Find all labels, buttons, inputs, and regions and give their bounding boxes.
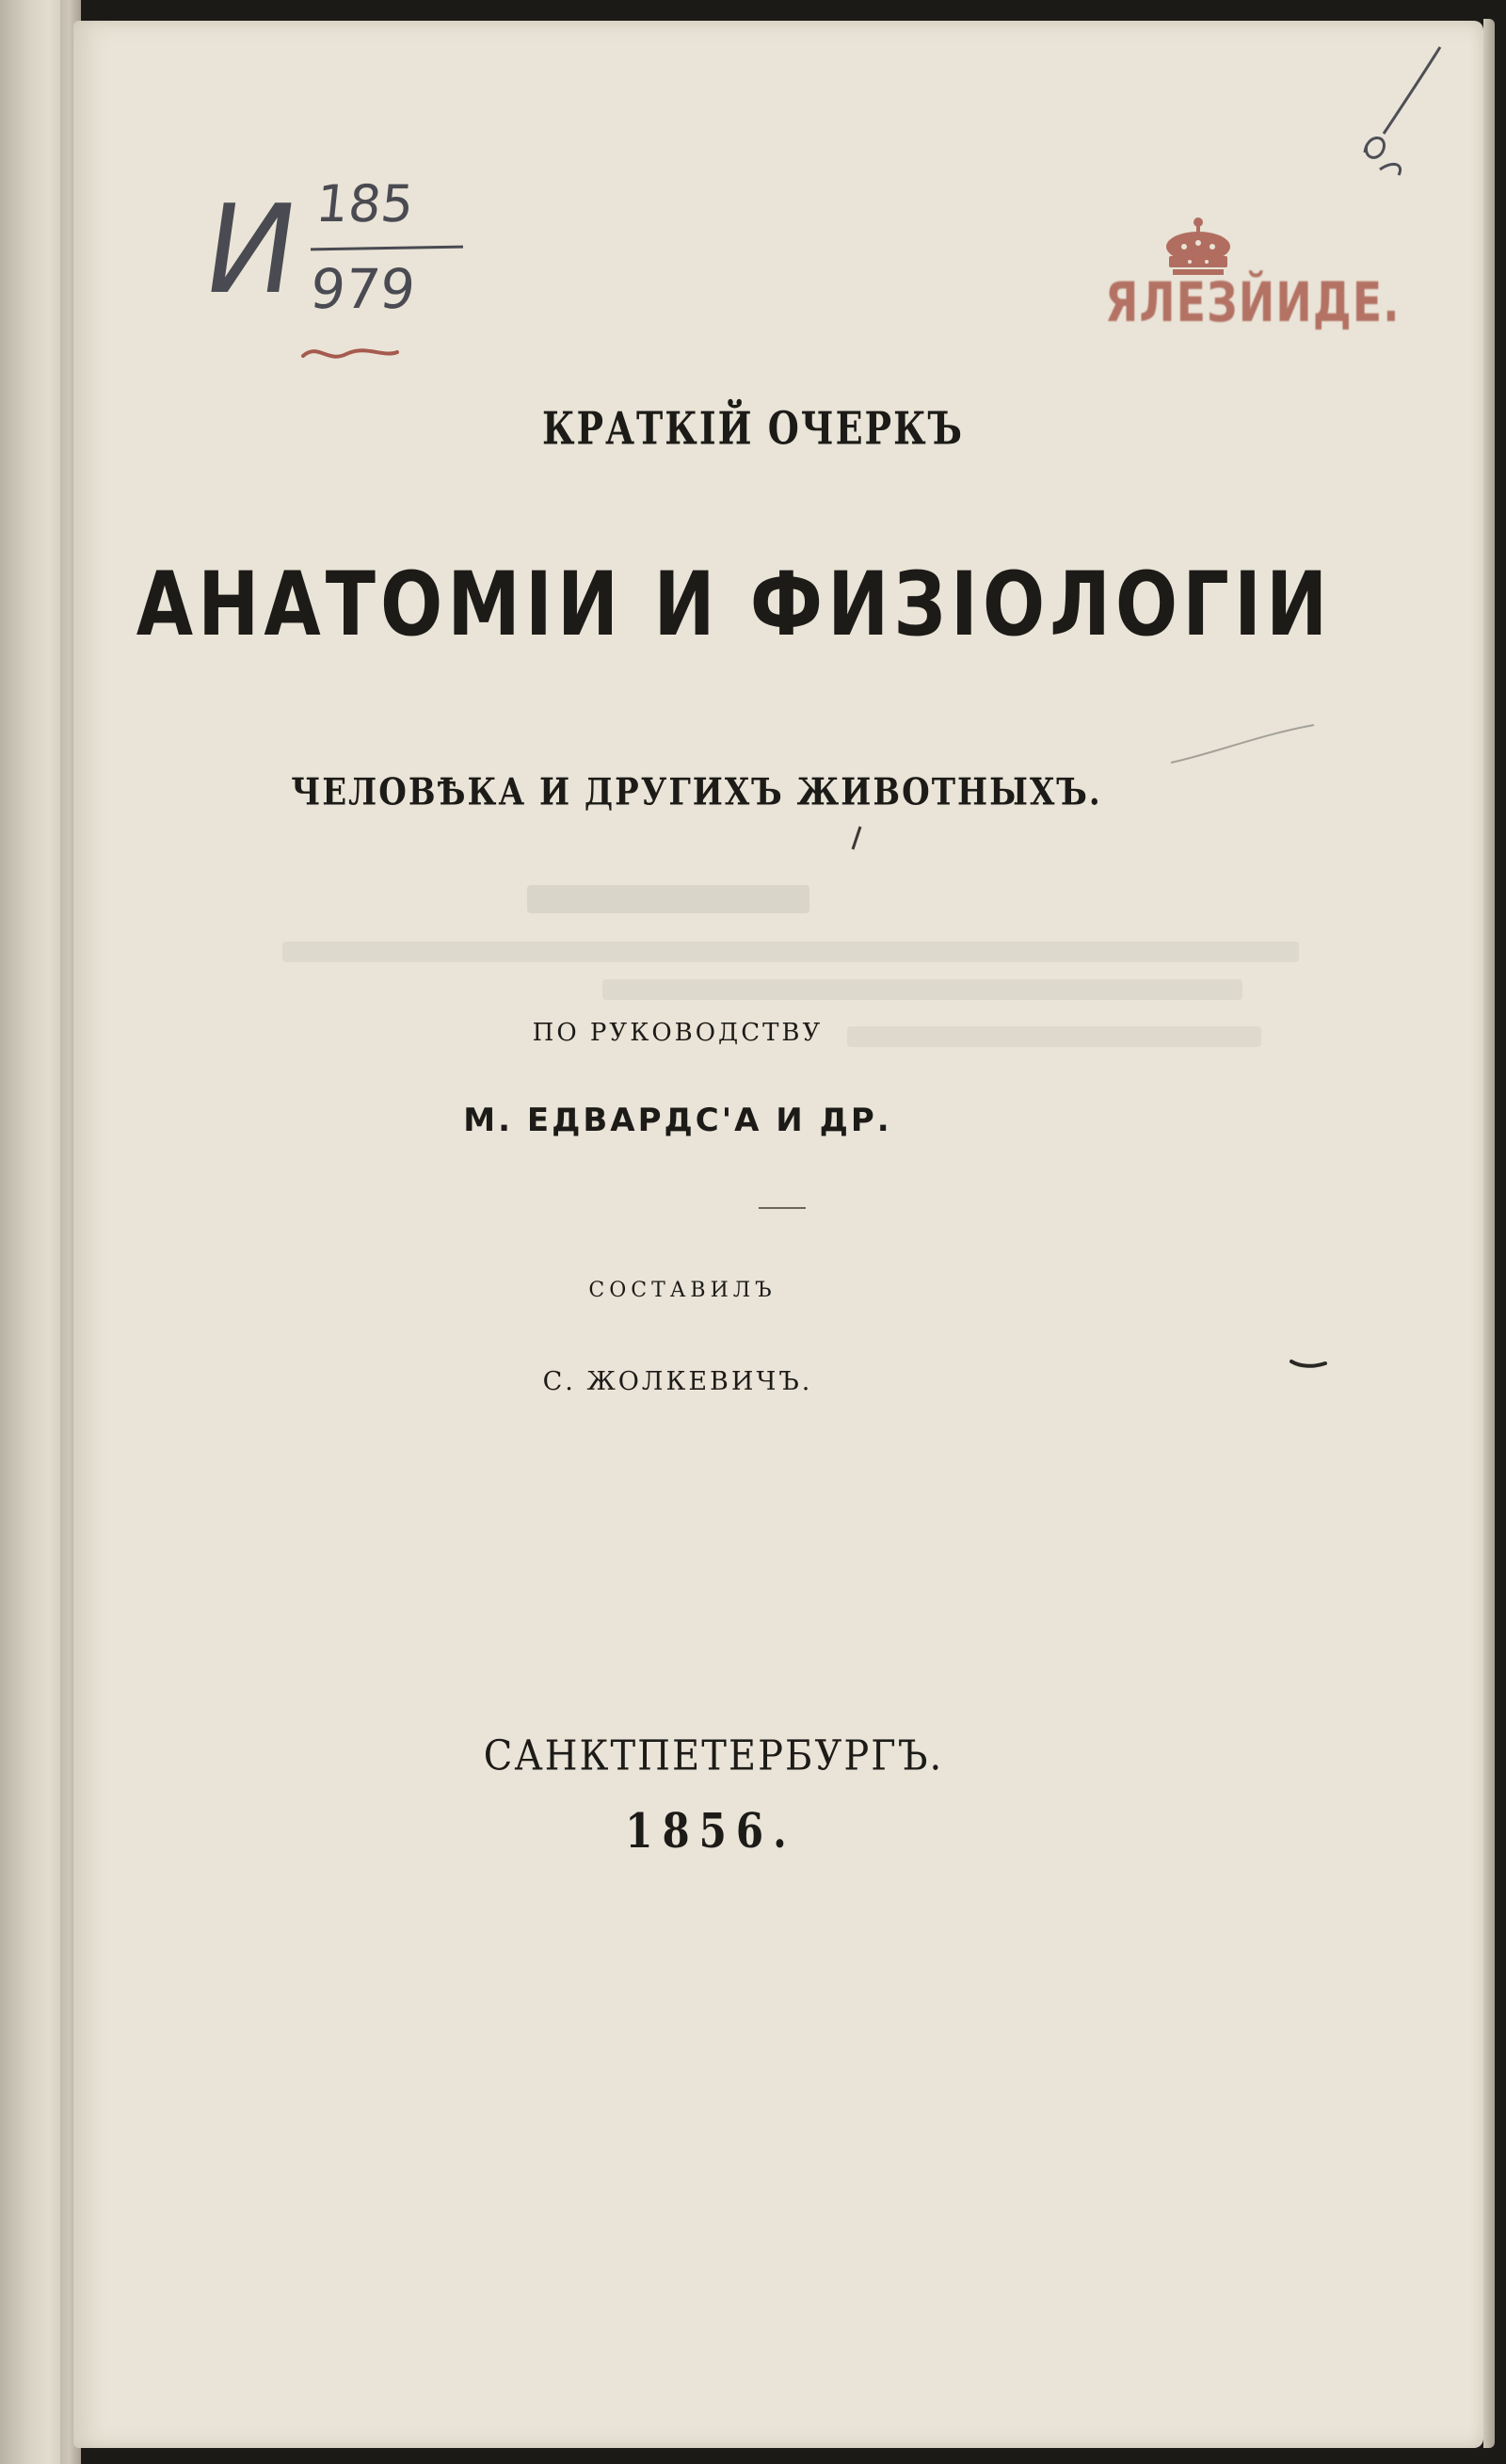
library-stamp [1099, 215, 1401, 365]
stamp-text: ЯЛЕЗЙИДЕ. [1105, 270, 1401, 334]
compiled-label: СОСТАВИЛЪ [588, 1279, 777, 1302]
subtitle: КРАТКІЙ ОЧЕРКЪ [541, 401, 965, 455]
guidance-label: ПО РУКОВОДСТВУ [532, 1019, 824, 1047]
bleed-through [282, 942, 1299, 962]
shelf-mark [195, 174, 469, 367]
pencil-underline-icon [299, 335, 403, 369]
stray-pencil-line [1167, 716, 1318, 772]
publication-year: 1856. [625, 1803, 796, 1859]
publication-city: САНКТПЕТЕРБУРГЪ. [483, 1731, 944, 1780]
pencil-mark-icon [1346, 40, 1450, 181]
title-page [73, 21, 1483, 2448]
shelf-mark-letter: И [195, 178, 307, 321]
shelf-mark-number-top: 185 [312, 174, 417, 234]
guidance-author: М. ЕДВАРДС'А И ДР. [463, 1102, 892, 1139]
shelf-mark-number-bottom: 979 [307, 257, 419, 321]
binding-shadow [60, 0, 70, 2464]
stray-ink-mark [1290, 1356, 1327, 1371]
bleed-through [602, 979, 1242, 1000]
bleed-through [527, 885, 809, 913]
compiler-name: С. ЖОЛКЕВИЧЪ. [542, 1367, 813, 1396]
shelf-mark-divider [311, 246, 463, 251]
stray-ink-mark [847, 825, 866, 853]
title-subject: ЧЕЛОВѢКА И ДРУГИХЪ ЖИВОТНЫХЪ. [291, 771, 1102, 814]
page-edge [1483, 19, 1495, 2448]
divider-rule [759, 1207, 806, 1209]
page-title: АНАТОМІИ И ФИЗІОЛОГІИ [136, 555, 1333, 656]
